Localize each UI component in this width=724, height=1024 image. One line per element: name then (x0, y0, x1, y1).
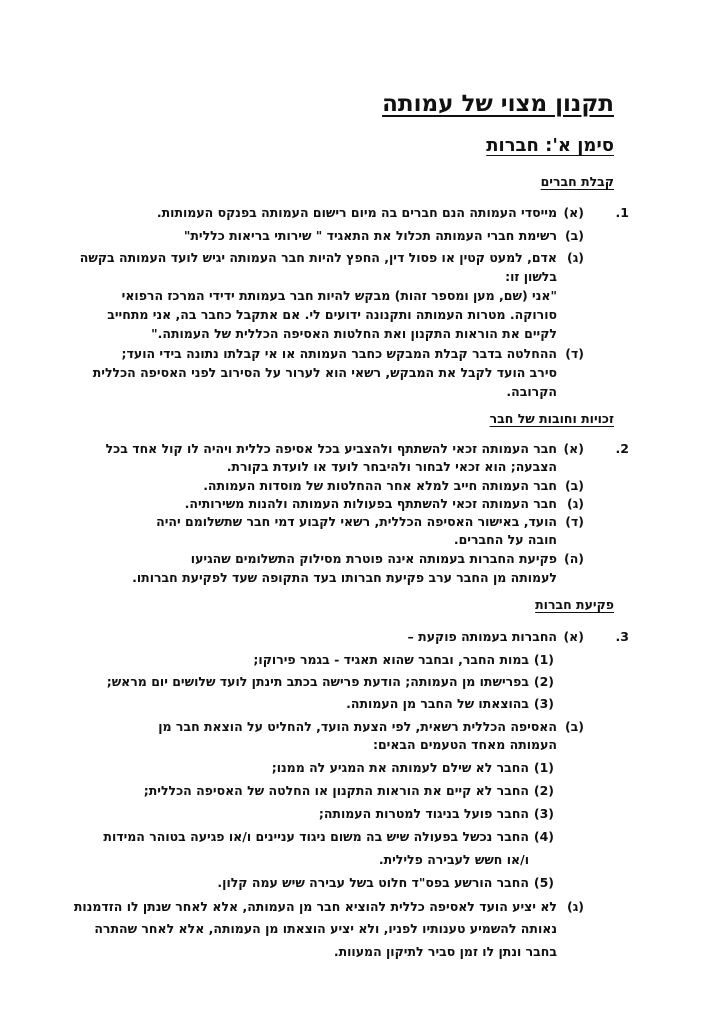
sub-item-line: בפרישתו מן העמותה; הודעת פרישה בכתב תינתן לועד שלושים יום מראש; (106, 674, 529, 689)
sub-item-line: ו/או חשש לעבירה פלילית. (378, 852, 529, 867)
item-line: מייסדי העמותה הנם חברים בה מיום רישום העמותה בפנקס העמותות. (156, 205, 557, 220)
item-line: פקיעת החברות בעמותה אינה פוטרת מסילוק התשלומים שהגיעו (190, 551, 557, 566)
item-line: לא יציע הועד לאסיפה כללית להוציא חבר מן העמותה, אלא לאחר שנתן לו הזדמנות (73, 899, 557, 914)
chapter-heading: סימן א': חברות (486, 135, 614, 156)
item-letter: (ג) (566, 250, 584, 265)
item-line: לעמותה מן החבר ערב פקיעת חברותו בעד התקופה שעד לפקיעת חברותו. (132, 570, 557, 585)
section-heading: קבלת חברים (540, 174, 614, 189)
sub-item-number: (4) (533, 829, 554, 844)
sub-item-line: החבר לא שילם לעמותה את המגיע לה ממנו; (271, 760, 529, 775)
sub-item-line: החבר פועל בניגוד למטרות העמותה; (318, 806, 529, 821)
sub-item-number: (5) (533, 875, 554, 890)
item-line: העמותה מאחד הטעמים הבאים: (372, 737, 557, 752)
item-line: האסיפה הכללית רשאית, לפי הצעת הועד, להחליט על הוצאת חבר מן (158, 719, 557, 734)
document-title: תקנון מצוי של עמותה (382, 91, 614, 117)
quote-line: לקיים את הוראות התקנון ואת החלטות האסיפה הכללית של העמותה." (151, 326, 557, 341)
item-line: אדם, למעט קטין או פסול דין, החפץ להיות חבר העמותה יגיש לועד העמותה בקשה (79, 250, 557, 265)
item-letter: (א) (563, 629, 584, 644)
item-line: חבר העמותה זכאי להשתתף ולהצביע בכל אסיפה כללית ויהיה לו קול אחד בכל (105, 441, 557, 456)
item-line: בלשון זו: (505, 269, 557, 284)
section-heading: פקיעת חברות (535, 597, 614, 612)
item-letter: (ב) (564, 719, 584, 734)
item-line: חבר העמותה זכאי להשתתף בפעולות העמותה ולהנות משירותיה. (184, 496, 557, 511)
item-line: סירב הועד לקבל את המבקש, רשאי הוא לערור על הסירוב לפני האסיפה הכללית (92, 365, 557, 380)
item-letter: (ה) (563, 551, 584, 566)
item-letter: (ד) (565, 346, 584, 361)
quote-line: סורוקה. מטרות העמותה ותקנונה ידועים לי. אם אתקבל כחבר בה, אני מתחייב (107, 307, 557, 322)
item-letter: (ג) (566, 899, 584, 914)
clause-number: 1. (615, 205, 629, 220)
item-letter: (א) (563, 441, 584, 456)
sub-item-line: בהוצאתו של החבר מן העמותה. (346, 696, 529, 711)
item-line: בחבר ונתן לו זמן סביר לתיקון המעוות. (333, 944, 557, 959)
item-line: החברות בעמותה פוקעת – (407, 629, 557, 644)
item-letter: (ד) (565, 514, 584, 529)
item-line: ההחלטה בדבר קבלת המבקש כחבר העמותה או אי קבלתו נתונה בידי הועד; (121, 346, 557, 361)
sub-item-number: (3) (533, 806, 554, 821)
sub-item-line: החבר לא קיים את הוראות התקנון או החלטה של האסיפה הכללית; (143, 783, 529, 798)
item-line: הועד, באישור האסיפה הכללית, רשאי לקבוע דמי חבר שתשלומם יהיה (156, 514, 557, 529)
sub-item-line: החבר נכשל בפעולה שיש בה משום ניגוד עניינים ו/או פגיעה בטוהר המידות (103, 829, 529, 844)
sub-item-line: החבר הורשע בפס"ד חלוט בשל עבירה שיש עמה קלון. (217, 875, 529, 890)
clause-number: 3. (615, 629, 629, 644)
item-line: חבר העמותה חייב למלא אחר ההחלטות של מוסדות העמותה. (203, 478, 557, 493)
quote-line: "אני (שם, מען ומספר זהות) מבקש להיות חבר בעמותת ידידי המרכז הרפואי (121, 288, 557, 303)
item-letter: (ב) (564, 228, 584, 243)
sub-item-number: (1) (533, 760, 554, 775)
section-heading: זכויות וחובות של חבר (489, 411, 614, 426)
item-line: רשימת חברי העמותה תכלול את התאגיד " שירותי בריאות כללית" (183, 228, 557, 243)
item-line: נאותה להשמיע טענותיו לפניו, ולא יציע הוצאתו מן העמותה, אלא לאחר שהתרה (94, 921, 557, 936)
item-line: חובה על החברים. (453, 532, 557, 547)
item-letter: (ג) (566, 496, 584, 511)
clause-number: 2. (615, 441, 629, 456)
sub-item-number: (2) (533, 783, 554, 798)
item-letter: (א) (563, 205, 584, 220)
item-line: הקרובה. (506, 384, 557, 399)
item-line: הצבעה; הוא זכאי לבחור ולהיבחר לועד או לועדת בקורת. (226, 459, 557, 474)
sub-item-number: (2) (533, 674, 554, 689)
sub-item-line: במות החבר, ובחבר שהוא תאגיד - בגמר פירוקו; (253, 652, 529, 667)
item-letter: (ב) (564, 478, 584, 493)
sub-item-number: (1) (533, 652, 554, 667)
sub-item-number: (3) (533, 696, 554, 711)
